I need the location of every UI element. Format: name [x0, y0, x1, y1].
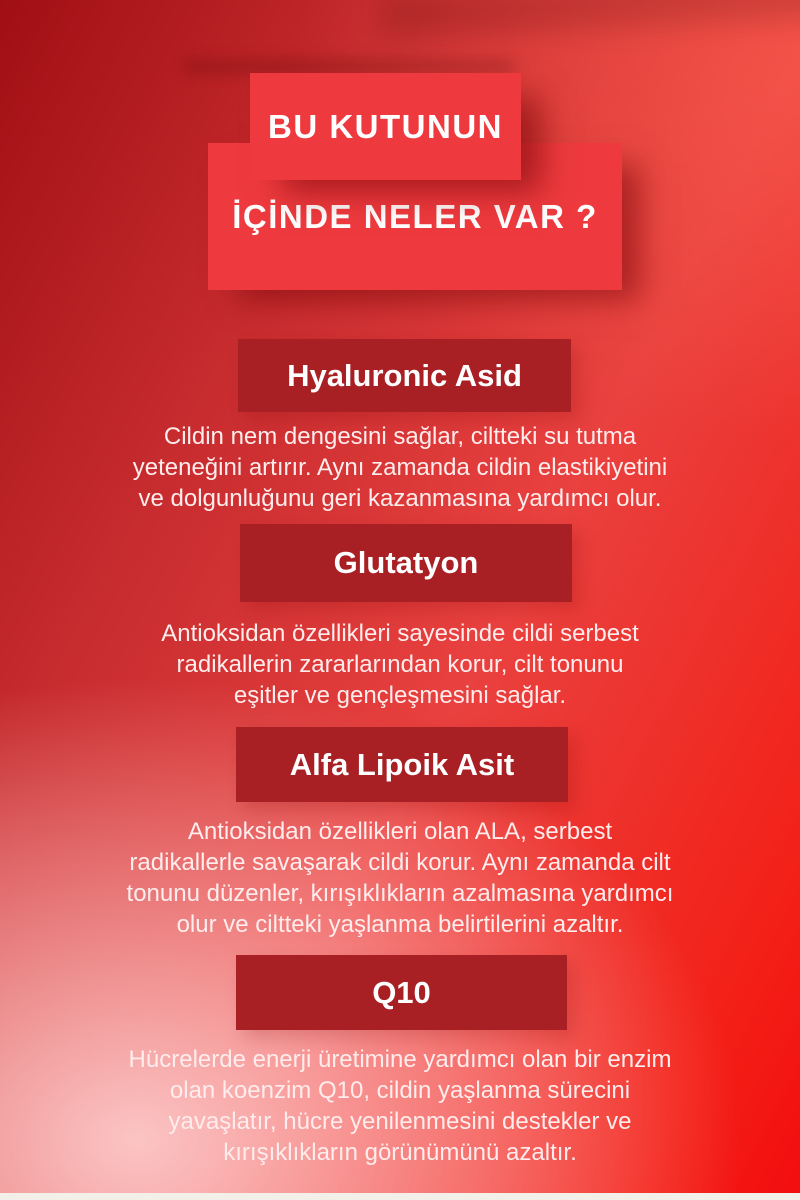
body-alfa-lipoik-asit [50, 816, 750, 940]
heading-hyaluronic-asid: Hyaluronic Asid [287, 357, 522, 393]
body-glutatyon [50, 618, 750, 711]
heading-alfa-lipoik-asit: Alfa Lipoik Asit [289, 746, 515, 782]
body-line: ve dolgunluğunu geri kazanmasına yardımcı olur. [138, 485, 662, 512]
body-q10 [50, 1044, 750, 1168]
heading-box-alfa-lipoik-asit [236, 727, 568, 802]
body-line: tonunu düzenler, kırışıklıkların azalmasına yardımcı [126, 880, 674, 907]
bottom-strip [0, 1193, 800, 1200]
body-line: Antioksidan özellikleri olan ALA, serbest [187, 818, 613, 845]
heading-q10: Q10 [372, 974, 431, 1010]
body-hyaluronic-asid [50, 421, 750, 514]
title-banner-top [250, 73, 521, 180]
body-line: Hücrelerde enerji üretimine yardımcı olan bir enzim [128, 1046, 672, 1073]
decorative-shadow-smudge [185, 60, 515, 73]
body-line: olan koenzim Q10, cildin yaşlanma sürecini [169, 1077, 631, 1104]
title-line2: İÇİNDE NELER VAR ? [232, 197, 598, 235]
body-line: olur ve ciltteki yaşlanma belirtilerini azaltır. [176, 911, 624, 938]
heading-glutatyon: Glutatyon [333, 545, 479, 580]
body-line: radikallerin zararlarından korur, cilt tonunu [176, 651, 624, 678]
body-line: eşitler ve gençleşmesini sağlar. [233, 682, 567, 709]
body-line: radikallerle savaşarak cildi korur. Aynı zamanda cilt [129, 849, 671, 876]
title-line1: BU KUTUNUN [268, 107, 503, 145]
heading-box-glutatyon [240, 524, 572, 602]
heading-box-hyaluronic-asid [238, 339, 571, 412]
body-line: yavaşlatır, hücre yenilenmesini destekler ve [168, 1108, 632, 1135]
decorative-shadow-band [379, 0, 800, 40]
body-line: Antioksidan özellikleri sayesinde cildi serbest [161, 620, 639, 647]
heading-box-q10 [236, 955, 567, 1030]
body-line: Cildin nem dengesini sağlar, ciltteki su tutma [163, 423, 637, 450]
body-line: yeteneğini artırır. Aynı zamanda cildin elastikiyetini [132, 454, 668, 481]
body-line: kırışıklıkların görünümünü azaltır. [223, 1139, 577, 1166]
